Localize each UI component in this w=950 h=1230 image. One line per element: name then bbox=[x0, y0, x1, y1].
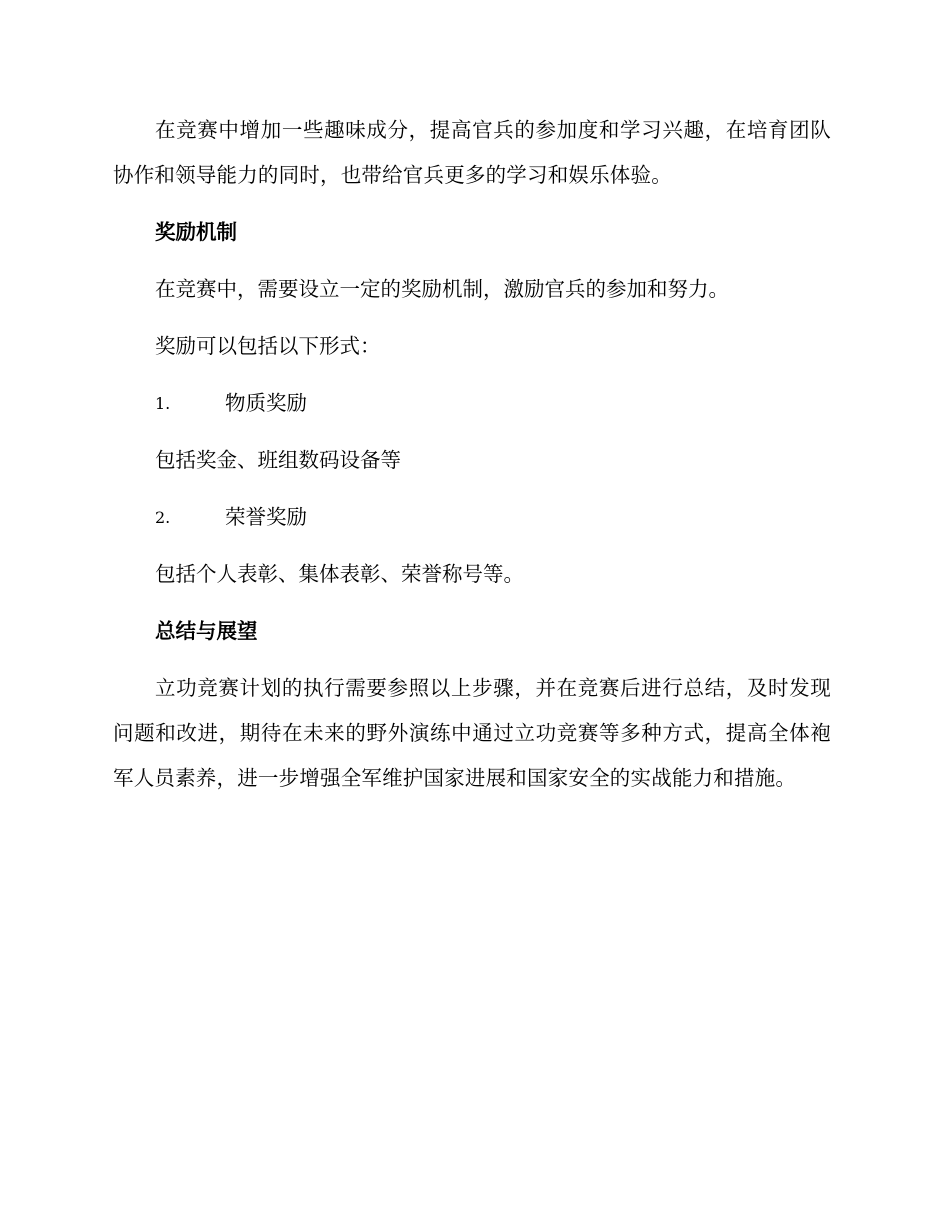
list-item-honor-reward bbox=[113, 495, 831, 540]
document-page bbox=[113, 108, 831, 813]
list-label: 物质奖励 bbox=[225, 391, 307, 415]
paragraph-summary: 立功竞赛计划的执行需要参照以上步骤，并在竞赛后进行总结，及时发现问题和改进，期待在未来的野外演练中通过立功竞赛等多种方式，提高全体袍军人员素养，进一步增强全军维护国家进展和国家安全的实战能力和措施。 bbox=[113, 676, 831, 790]
heading-summary: 总结与展望 bbox=[155, 619, 258, 643]
paragraph-honor-reward-desc: 包括个人表彰、集体表彰、荣誉称号等。 bbox=[155, 562, 524, 586]
list-item-material-reward bbox=[113, 381, 831, 426]
list-number: 2. bbox=[155, 508, 171, 527]
list-label: 荣誉奖励 bbox=[225, 505, 307, 529]
heading-rewards: 奖励机制 bbox=[155, 220, 237, 244]
paragraph-fun-elements: 在竞赛中增加一些趣味成分，提高官兵的参加度和学习兴趣，在培育团队协作和领导能力的同时，也带给官兵更多的学习和娱乐体验。 bbox=[113, 118, 831, 187]
paragraph-rewards-forms: 奖励可以包括以下形式： bbox=[155, 334, 381, 358]
list-number: 1. bbox=[155, 394, 171, 413]
paragraph-material-reward-desc: 包括奖金、班组数码设备等 bbox=[155, 448, 401, 472]
paragraph-rewards-intro: 在竞赛中，需要设立一定的奖励机制，激励官兵的参加和努力。 bbox=[155, 277, 729, 301]
